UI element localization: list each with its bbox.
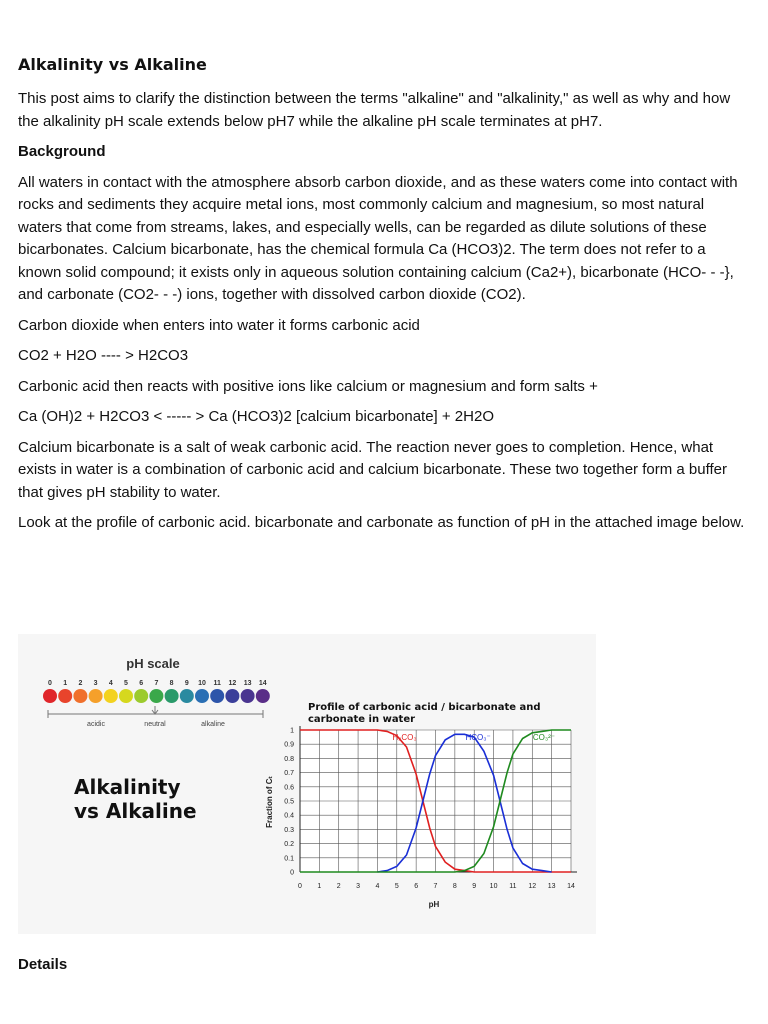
x-tick-label: 4 bbox=[375, 883, 380, 890]
ph-number-label: 14 bbox=[258, 680, 267, 687]
x-tick-label: 11 bbox=[509, 883, 517, 890]
ph-number-label: 8 bbox=[169, 680, 174, 687]
ph-number-label: 13 bbox=[243, 680, 252, 687]
intro-paragraph: This post aims to clarify the distinction between the terms "alkaline" and "alkalinity," as well as why and how the alkalinity pH scale extends below pH7 while the alkaline pH scale terminates at pH7. bbox=[18, 90, 731, 130]
ph-number-label: 0 bbox=[48, 680, 52, 687]
background-paragraph: All waters in contact with the atmosphere absorb carbon dioxide, and as these waters come into contact with rocks and sediments they acquire metal ions, most commonly calcium and magnesium, so most natural waters that come from streams, lakes, and especially wells, can be regarded as dilute solutions of these bicarbonates. Calcium bicarbonate, has the chemical formula Ca (HCO3)2. The term does not refer to a known solid compound; it exists only in aqueous solution containing calcium (Ca2+), bicarbonate (HCO- - -}, and carbonate (CO2- - -) ions, together with dissolved carbon dioxide (CO2). bbox=[18, 173, 738, 303]
ph-color-dot bbox=[241, 689, 255, 703]
ph-color-dot bbox=[149, 689, 163, 703]
ph-color-dot bbox=[165, 689, 179, 703]
ph-color-dot bbox=[195, 689, 209, 703]
series-label: CO₃²⁻ bbox=[532, 732, 555, 742]
chart-grid bbox=[300, 730, 571, 872]
y-tick-label: 0.3 bbox=[284, 826, 294, 834]
y-tick-label: 0.2 bbox=[284, 841, 294, 849]
x-tick-label: 14 bbox=[567, 883, 575, 890]
ph-number-label: 6 bbox=[139, 680, 144, 687]
ph-color-dot bbox=[134, 689, 148, 703]
y-tick-label: 0 bbox=[290, 869, 294, 877]
figure-big-title-line2: vs Alkaline bbox=[74, 799, 197, 823]
ph-color-dot bbox=[43, 689, 57, 703]
ph-color-dot bbox=[256, 689, 270, 703]
series-label: HCO₃⁻ bbox=[465, 732, 491, 742]
chart-xlabel: pH bbox=[428, 900, 440, 909]
figure-svg bbox=[18, 634, 596, 934]
series-label: H₂CO₃ bbox=[392, 732, 417, 742]
ph-number-label: 7 bbox=[154, 680, 159, 687]
details-heading: Details bbox=[18, 956, 68, 973]
x-tick-label: 2 bbox=[336, 883, 341, 890]
y-tick-label: 0.1 bbox=[284, 855, 294, 863]
ph-number-label: 5 bbox=[124, 680, 128, 687]
x-tick-label: 13 bbox=[547, 883, 556, 890]
y-tick-label: 0.7 bbox=[284, 770, 294, 778]
ph-number-label: 9 bbox=[184, 680, 189, 687]
y-tick-label: 0.6 bbox=[284, 784, 294, 792]
ph-color-dot bbox=[89, 689, 103, 703]
ph-color-dot bbox=[210, 689, 224, 703]
figure-big-title-line1: Alkalinity bbox=[74, 775, 181, 799]
x-tick-label: 1 bbox=[317, 883, 322, 890]
ph-color-dot bbox=[104, 689, 118, 703]
equation-1: CO2 + H2O ---- > H2CO3 bbox=[18, 347, 189, 364]
chart-ylabel: Fraction of Cₜ bbox=[265, 776, 274, 828]
x-tick-label: 7 bbox=[433, 883, 438, 890]
ph-number-label: 2 bbox=[78, 680, 83, 687]
x-tick-label: 8 bbox=[452, 883, 457, 890]
page-title: Alkalinity vs Alkaline bbox=[18, 55, 207, 74]
y-tick-label: 0.5 bbox=[284, 798, 294, 806]
x-tick-label: 6 bbox=[414, 883, 419, 890]
ph-number-label: 12 bbox=[228, 680, 237, 687]
x-tick-label: 3 bbox=[356, 883, 361, 890]
ph-color-dot bbox=[58, 689, 72, 703]
profile-paragraph: Look at the profile of carbonic acid. bicarbonate and carbonate as function of pH in the attached image below. bbox=[18, 514, 745, 531]
x-tick-label: 12 bbox=[528, 883, 537, 890]
ph-color-dot bbox=[180, 689, 194, 703]
x-tick-label: 5 bbox=[394, 883, 399, 890]
article-figure bbox=[18, 634, 596, 934]
ph-scale-numbers bbox=[48, 680, 267, 687]
buffer-paragraph: Calcium bicarbonate is a salt of weak carbonic acid. The reaction never goes to completion. Hence, what exists in water is a combination of carbonic acid and calcium bicarbonate. These two together form a buffer that gives pH stability to water. bbox=[18, 438, 727, 501]
neutral-arrow-icon bbox=[152, 706, 158, 714]
ph-number-label: 3 bbox=[93, 680, 98, 687]
carbonic-acid-paragraph: Carbon dioxide when enters into water it forms carbonic acid bbox=[18, 316, 420, 334]
ph-color-dot bbox=[119, 689, 133, 703]
x-tick-label: 10 bbox=[489, 883, 498, 890]
ph-number-label: 4 bbox=[108, 680, 113, 687]
ph-number-label: 1 bbox=[63, 680, 68, 687]
acidic-label: acidic bbox=[87, 721, 105, 728]
y-tick-label: 0.4 bbox=[284, 812, 294, 820]
chart-title-line1: Profile of carbonic acid / bicarbonate and bbox=[308, 702, 541, 713]
x-tick-label: 0 bbox=[298, 883, 302, 890]
x-tick-label: 9 bbox=[472, 883, 477, 890]
ph-number-label: 10 bbox=[198, 680, 206, 687]
equation-2: Ca (OH)2 + H2CO3 < ----- > Ca (HCO3)2 [calcium bicarbonate] + 2H2O bbox=[18, 408, 494, 425]
neutral-label: neutral bbox=[144, 721, 166, 728]
background-heading: Background bbox=[18, 143, 106, 160]
alkaline-label: alkaline bbox=[201, 721, 225, 728]
ph-number-label: 11 bbox=[213, 680, 221, 687]
y-tick-label: 0.9 bbox=[284, 741, 294, 749]
y-tick-label: 1 bbox=[290, 727, 294, 735]
chart-title-line2: carbonate in water bbox=[308, 714, 416, 725]
ph-color-dot bbox=[225, 689, 239, 703]
ph-color-dot bbox=[73, 689, 87, 703]
y-tick-label: 0.8 bbox=[284, 755, 294, 763]
ph-scale-dots bbox=[43, 689, 270, 703]
salts-paragraph: Carbonic acid then reacts with positive ions like calcium or magnesium and form salts + bbox=[18, 377, 598, 395]
ph-scale-title: pH scale bbox=[126, 656, 180, 671]
article-body bbox=[18, 54, 752, 543]
